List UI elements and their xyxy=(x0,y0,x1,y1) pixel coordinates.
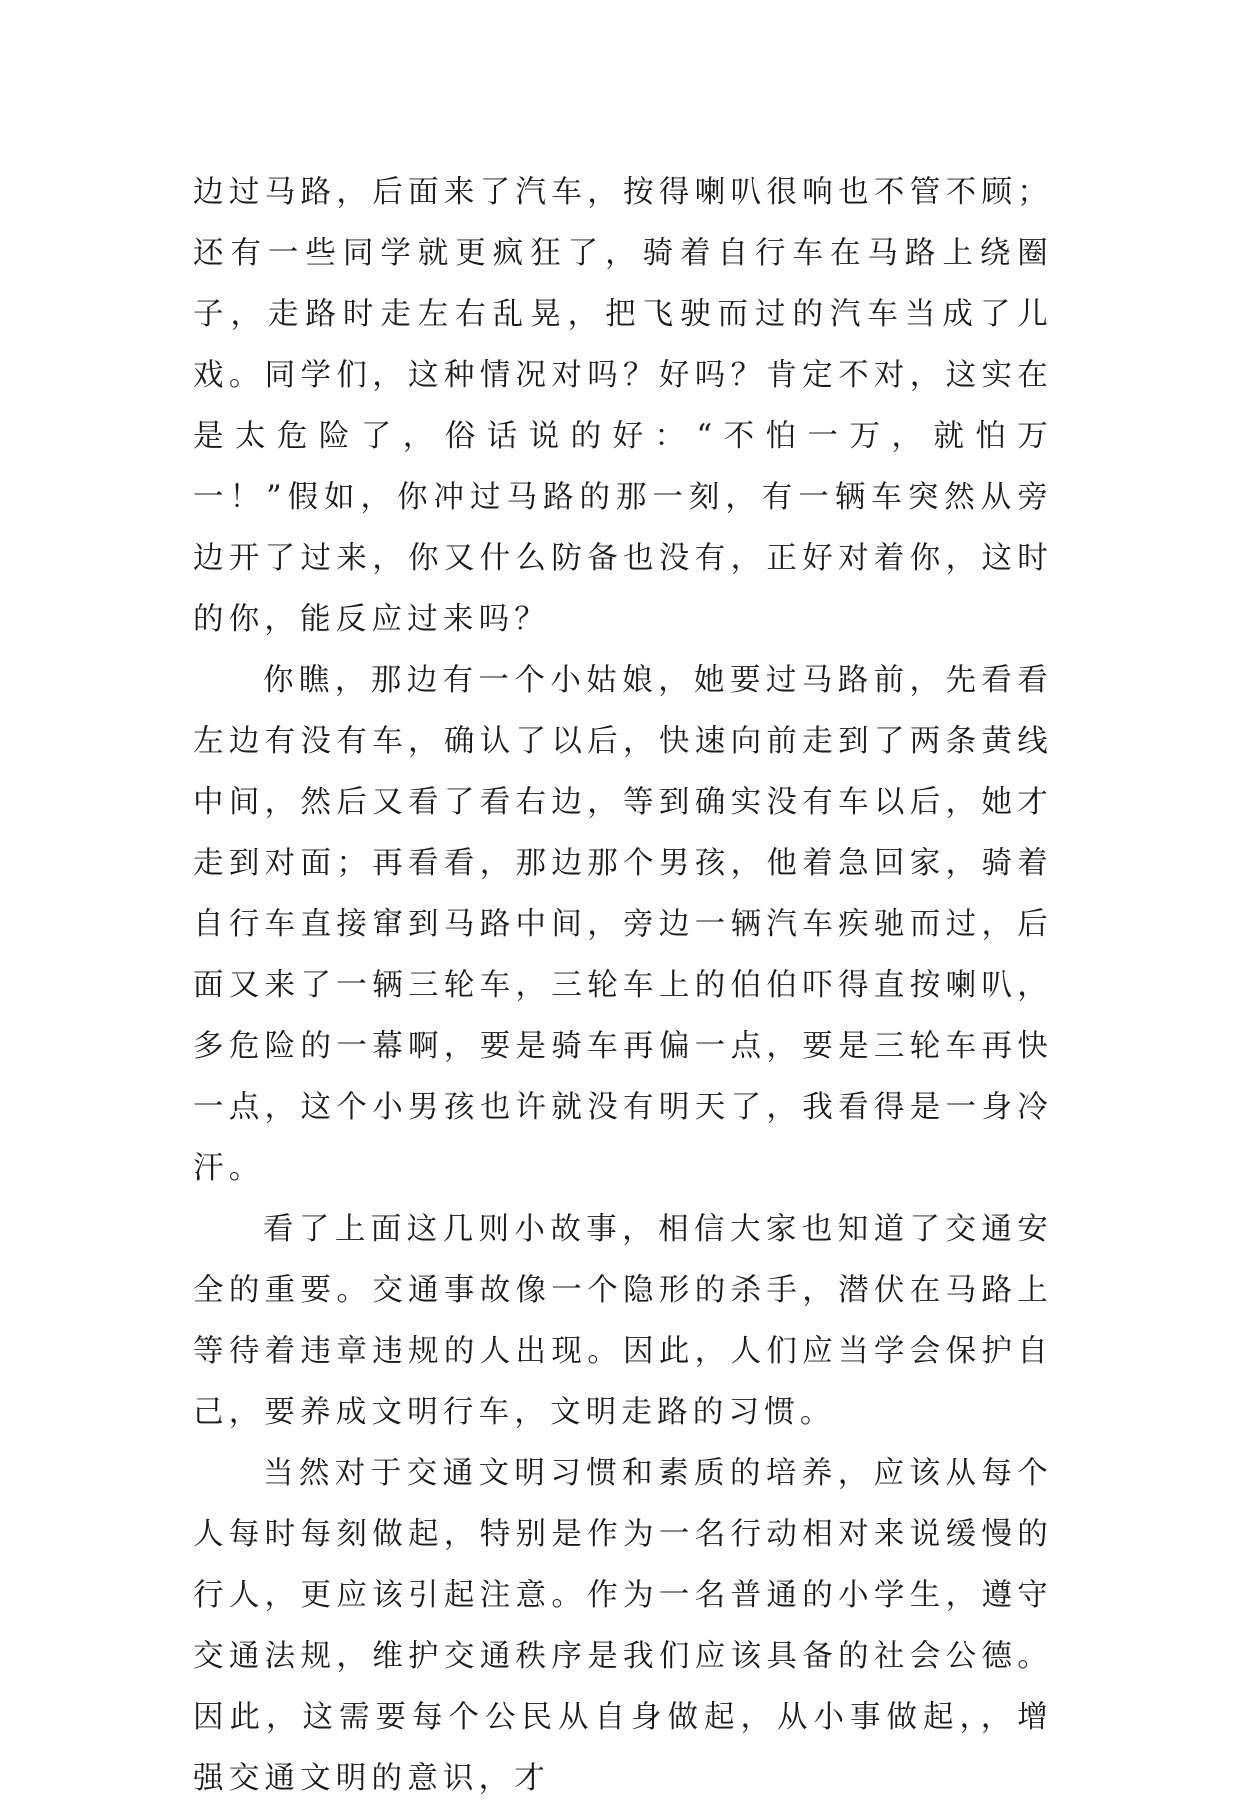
document-body xyxy=(193,162,1053,1809)
paragraph-1: 边过马路，后面来了汽车，按得喇叭很响也不管不顾；还有一些同学就更疯狂了，骑着自行车在马路上绕圈子，走路时走左右乱晃，把飞驶而过的汽车当成了儿戏。同学们，这种情况对吗？好吗？肯定不对，这实在是太危险了，俗话说的好：“不怕一万，就怕万一！”假如，你冲过马路的那一刻，有一辆车突然从旁边开了过来，你又什么防备也没有，正好对着你，这时的你，能反应过来吗？ xyxy=(193,175,1053,637)
paragraph-3: 看了上面这几则小故事，相信大家也知道了交通安全的重要。交通事故像一个隐形的杀手，潜伏在马路上等待着违章违规的人出现。因此，人们应当学会保护自己，要养成文明行车，文明走路的习惯。 xyxy=(193,1212,1053,1430)
paragraph-2: 你瞧，那边有一个小姑娘，她要过马路前，先看看左边有没有车，确认了以后，快速向前走到了两条黄线中间，然后又看了看右边，等到确实没有车以后，她才走到对面；再看看，那边那个男孩，他着急回家，骑着自行车直接窜到马路中间，旁边一辆汽车疾驰而过，后面又来了一辆三轮车，三轮车上的伯伯吓得直按喇叭，多危险的一幕啊，要是骑车再偏一点，要是三轮车再快一点，这个小男孩也许就没有明天了，我看得是一身冷汗。 xyxy=(193,663,1053,1186)
paragraph-4: 当然对于交通文明习惯和素质的培养，应该从每个人每时每刻做起，特别是作为一名行动相对来说缓慢的行人，更应该引起注意。作为一名普通的小学生，遵守交通法规，维护交通秩序是我们应该具备的社会公德。因此，这需要每个公民从自身做起，从小事做起，，增强交通文明的意识，才 xyxy=(193,1456,1053,1796)
